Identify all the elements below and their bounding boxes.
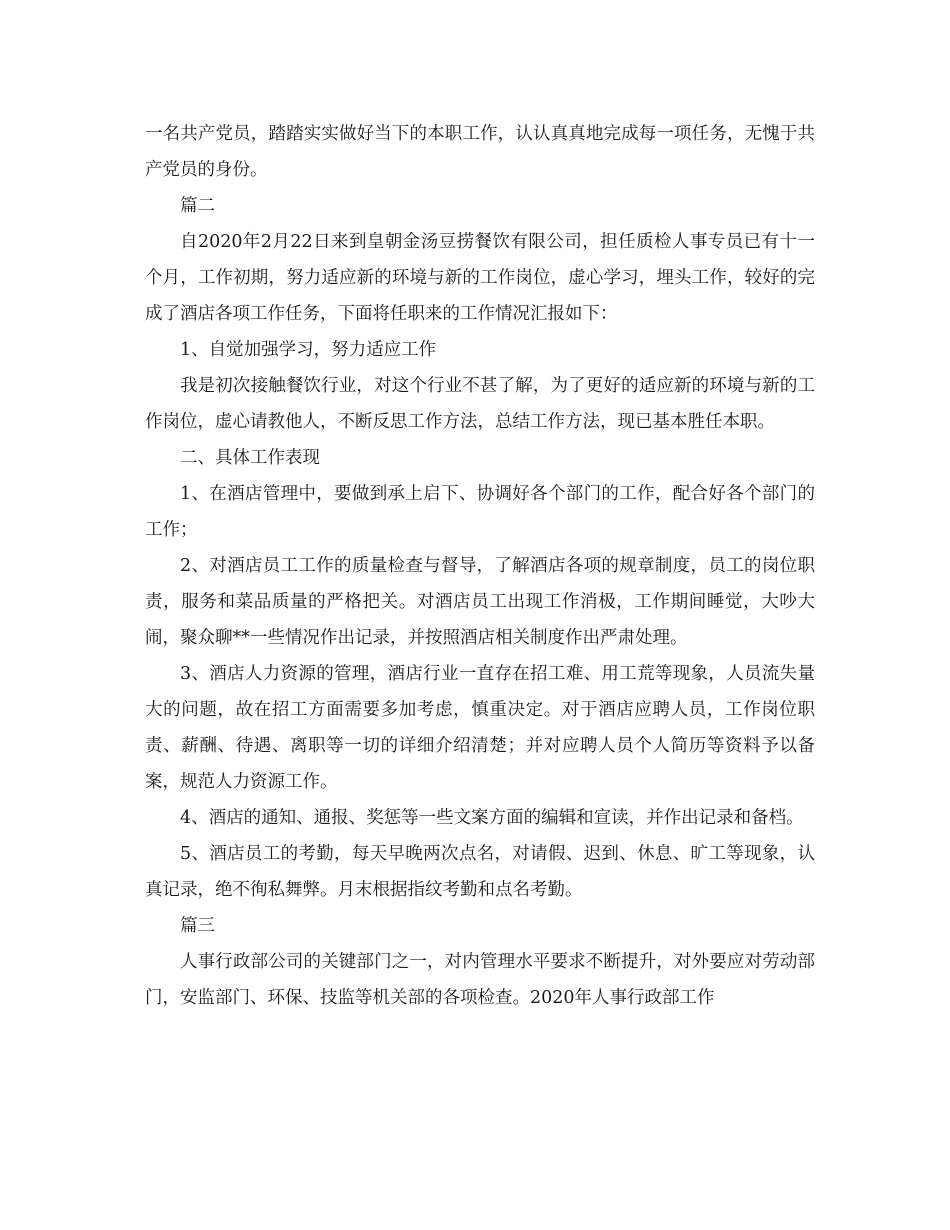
subheading-performance: 二、具体工作表现 [180, 448, 320, 468]
document-body [145, 116, 815, 1016]
paragraph-study: 我是初次接触餐饮行业，对这个行业不甚了解，为了更好的适应新的环境与新的工作岗位，虚心请教他人，不断反思工作方法，总结工作方法，现已基本胜任本职。 [145, 376, 815, 432]
list-item-5: 5、酒店员工的考勤，每天早晚两次点名，对请假、迟到、休息、旷工等现象，认真记录，绝不徇私舞弊。月末根据指纹考勤和点名考勤。 [145, 844, 815, 900]
paragraph-intro: 自2020年2月22日来到皇朝金汤豆捞餐饮有限公司，担任质检人事专员已有十一个月，工作初期，努力适应新的环境与新的工作岗位，虚心学习，埋头工作，较好的完成了酒店各项工作任务，下面将任职来的工作情况汇报如下： [145, 232, 815, 324]
list-item-2: 2、对酒店员工工作的质量检查与督导，了解酒店各项的规章制度，员工的岗位职责，服务和菜品质量的严格把关。对酒店员工出现工作消极，工作期间睡觉，大吵大闹，聚众聊**一些情况作出记录，并按照酒店相关制度作出严肃处理。 [145, 556, 815, 648]
list-item-3: 3、酒店人力资源的管理，酒店行业一直存在招工难、用工荒等现象，人员流失量大的问题，故在招工方面需要多加考虑，慎重决定。对于酒店应聘人员，工作岗位职责、薪酬、待遇、离职等一切的详细介绍清楚；并对应聘人员个人简历等资料予以备案，规范人力资源工作。 [145, 664, 815, 792]
subheading-study: 1、自觉加强学习，努力适应工作 [180, 340, 437, 360]
list-item-1: 1、在酒店管理中，要做到承上启下、协调好各个部门的工作，配合好各个部门的工作； [145, 484, 815, 540]
list-item-4: 4、酒店的通知、通报、奖惩等一些文案方面的编辑和宣读，并作出记录和备档。 [180, 808, 804, 828]
paragraph-hr-admin: 人事行政部公司的关键部门之一，对内管理水平要求不断提升，对外要应对劳动部门，安监部门、环保、技监等机关部的各项检查。2020年人事行政部工作 [145, 952, 815, 1008]
paragraph-continuation: 一名共产党员，踏踏实实做好当下的本职工作，认认真真地完成每一项任务，无愧于共产党员的身份。 [145, 124, 815, 180]
section-heading-part-three: 篇三 [180, 916, 215, 936]
section-heading-part-two: 篇二 [180, 196, 215, 216]
